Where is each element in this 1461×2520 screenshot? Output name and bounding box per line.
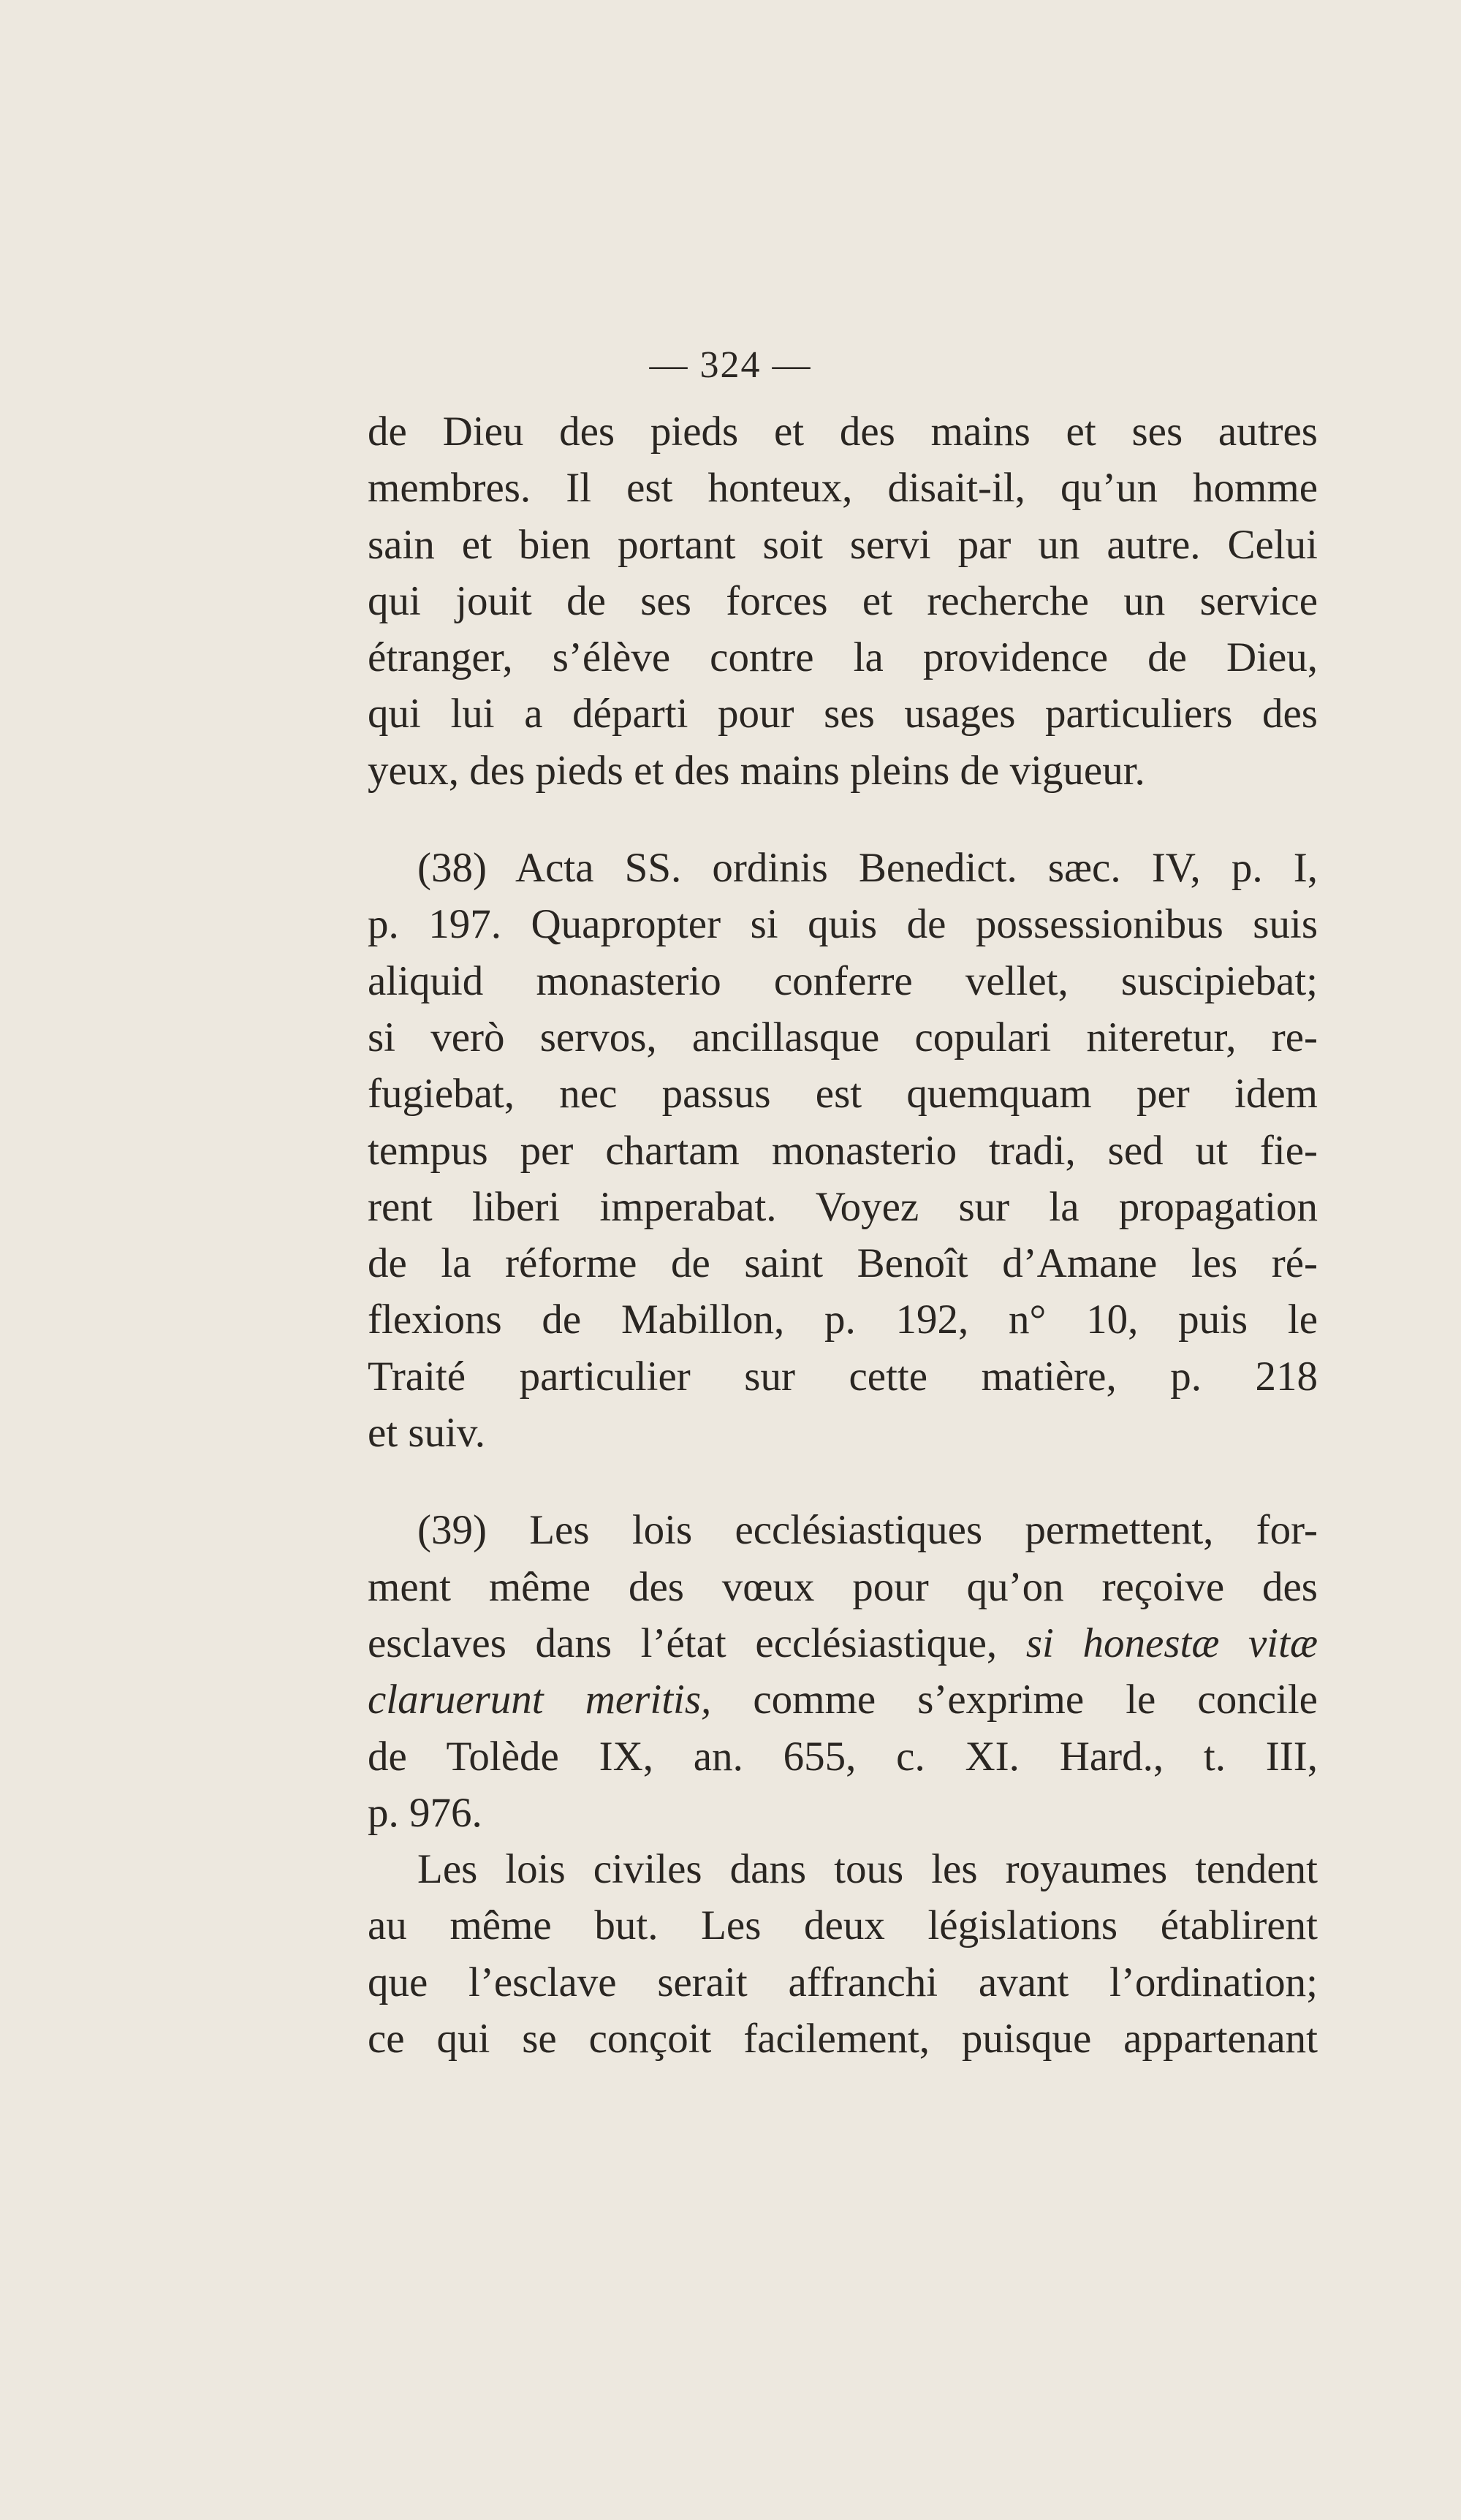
text-line: ce qui se conçoit facilement, puisque appartenant: [368, 2016, 1318, 2062]
text-line: rent liberi imperabat. Voyez sur la propagation: [368, 1183, 1318, 1230]
latin-quote: si honestæ vitæ: [1025, 1620, 1318, 1666]
text-line: qui lui a départi pour ses usages particuliers des: [368, 691, 1318, 737]
text-line: tempus per chartam monasterio tradi, sed ut fie-: [368, 1127, 1318, 1174]
body-text: [368, 403, 1318, 2067]
text-line: membres. Il est honteux, disait-il, qu’un homme: [368, 465, 1318, 512]
text-line: p. 976.: [368, 1789, 482, 1836]
latin-quote: claruerunt meritis,: [368, 1677, 712, 1723]
text-line: que l’esclave serait affranchi avant l’ordination;: [368, 1959, 1318, 2005]
page-number: — 324 —: [649, 344, 812, 386]
text-line: aliquid monasterio conferre vellet, suscipiebat;: [368, 957, 1318, 1004]
text-line: [368, 1615, 1318, 1671]
text-line: Les lois civiles dans tous les royaumes tendent: [417, 1846, 1318, 1893]
text-line: étranger, s’élève contre la providence de Dieu,: [368, 634, 1318, 681]
text-line: yeux, des pieds et des mains pleins de vigueur.: [368, 747, 1145, 794]
text-line: [368, 1671, 1318, 1728]
text-line: p. 197. Quapropter si quis de possessionibus suis: [368, 901, 1318, 948]
note-39-first-line: (39) Les lois ecclésiastiques permettent, for-: [417, 1507, 1318, 1554]
paragraph-gap: [368, 1461, 1318, 1502]
text-line: de la réforme de saint Benoît d’Amane les ré-: [368, 1240, 1318, 1287]
text-line: flexions de Mabillon, p. 192, n° 10, puis le: [368, 1297, 1318, 1343]
text-line: Traité particulier sur cette matière, p. 218: [368, 1353, 1318, 1400]
text-line: de Dieu des pieds et des mains et ses autres: [368, 409, 1318, 455]
text-line: sain et bien portant soit servi par un autre. Celui: [368, 521, 1318, 568]
text-segment: comme s’exprime le concile: [753, 1677, 1318, 1723]
text-line: si verò servos, ancillasque copulari niteretur, re-: [368, 1014, 1318, 1060]
text-line: ment même des vœux pour qu’on reçoive des: [368, 1563, 1318, 1610]
text-line: au même but. Les deux législations établirent: [368, 1902, 1318, 1949]
text-segment: esclaves dans l’état ecclésiastique,: [368, 1620, 998, 1666]
text-line: et suiv.: [368, 1410, 485, 1457]
text-line: de Tolède IX, an. 655, c. XI. Hard., t. III,: [368, 1733, 1318, 1780]
paragraph-gap: [368, 799, 1318, 840]
note-38-first-line: (38) Acta SS. ordinis Benedict. sæc. IV, p. I,: [417, 845, 1318, 892]
text-line: fugiebat, nec passus est quemquam per idem: [368, 1071, 1318, 1117]
text-line: qui jouit de ses forces et recherche un service: [368, 577, 1318, 624]
